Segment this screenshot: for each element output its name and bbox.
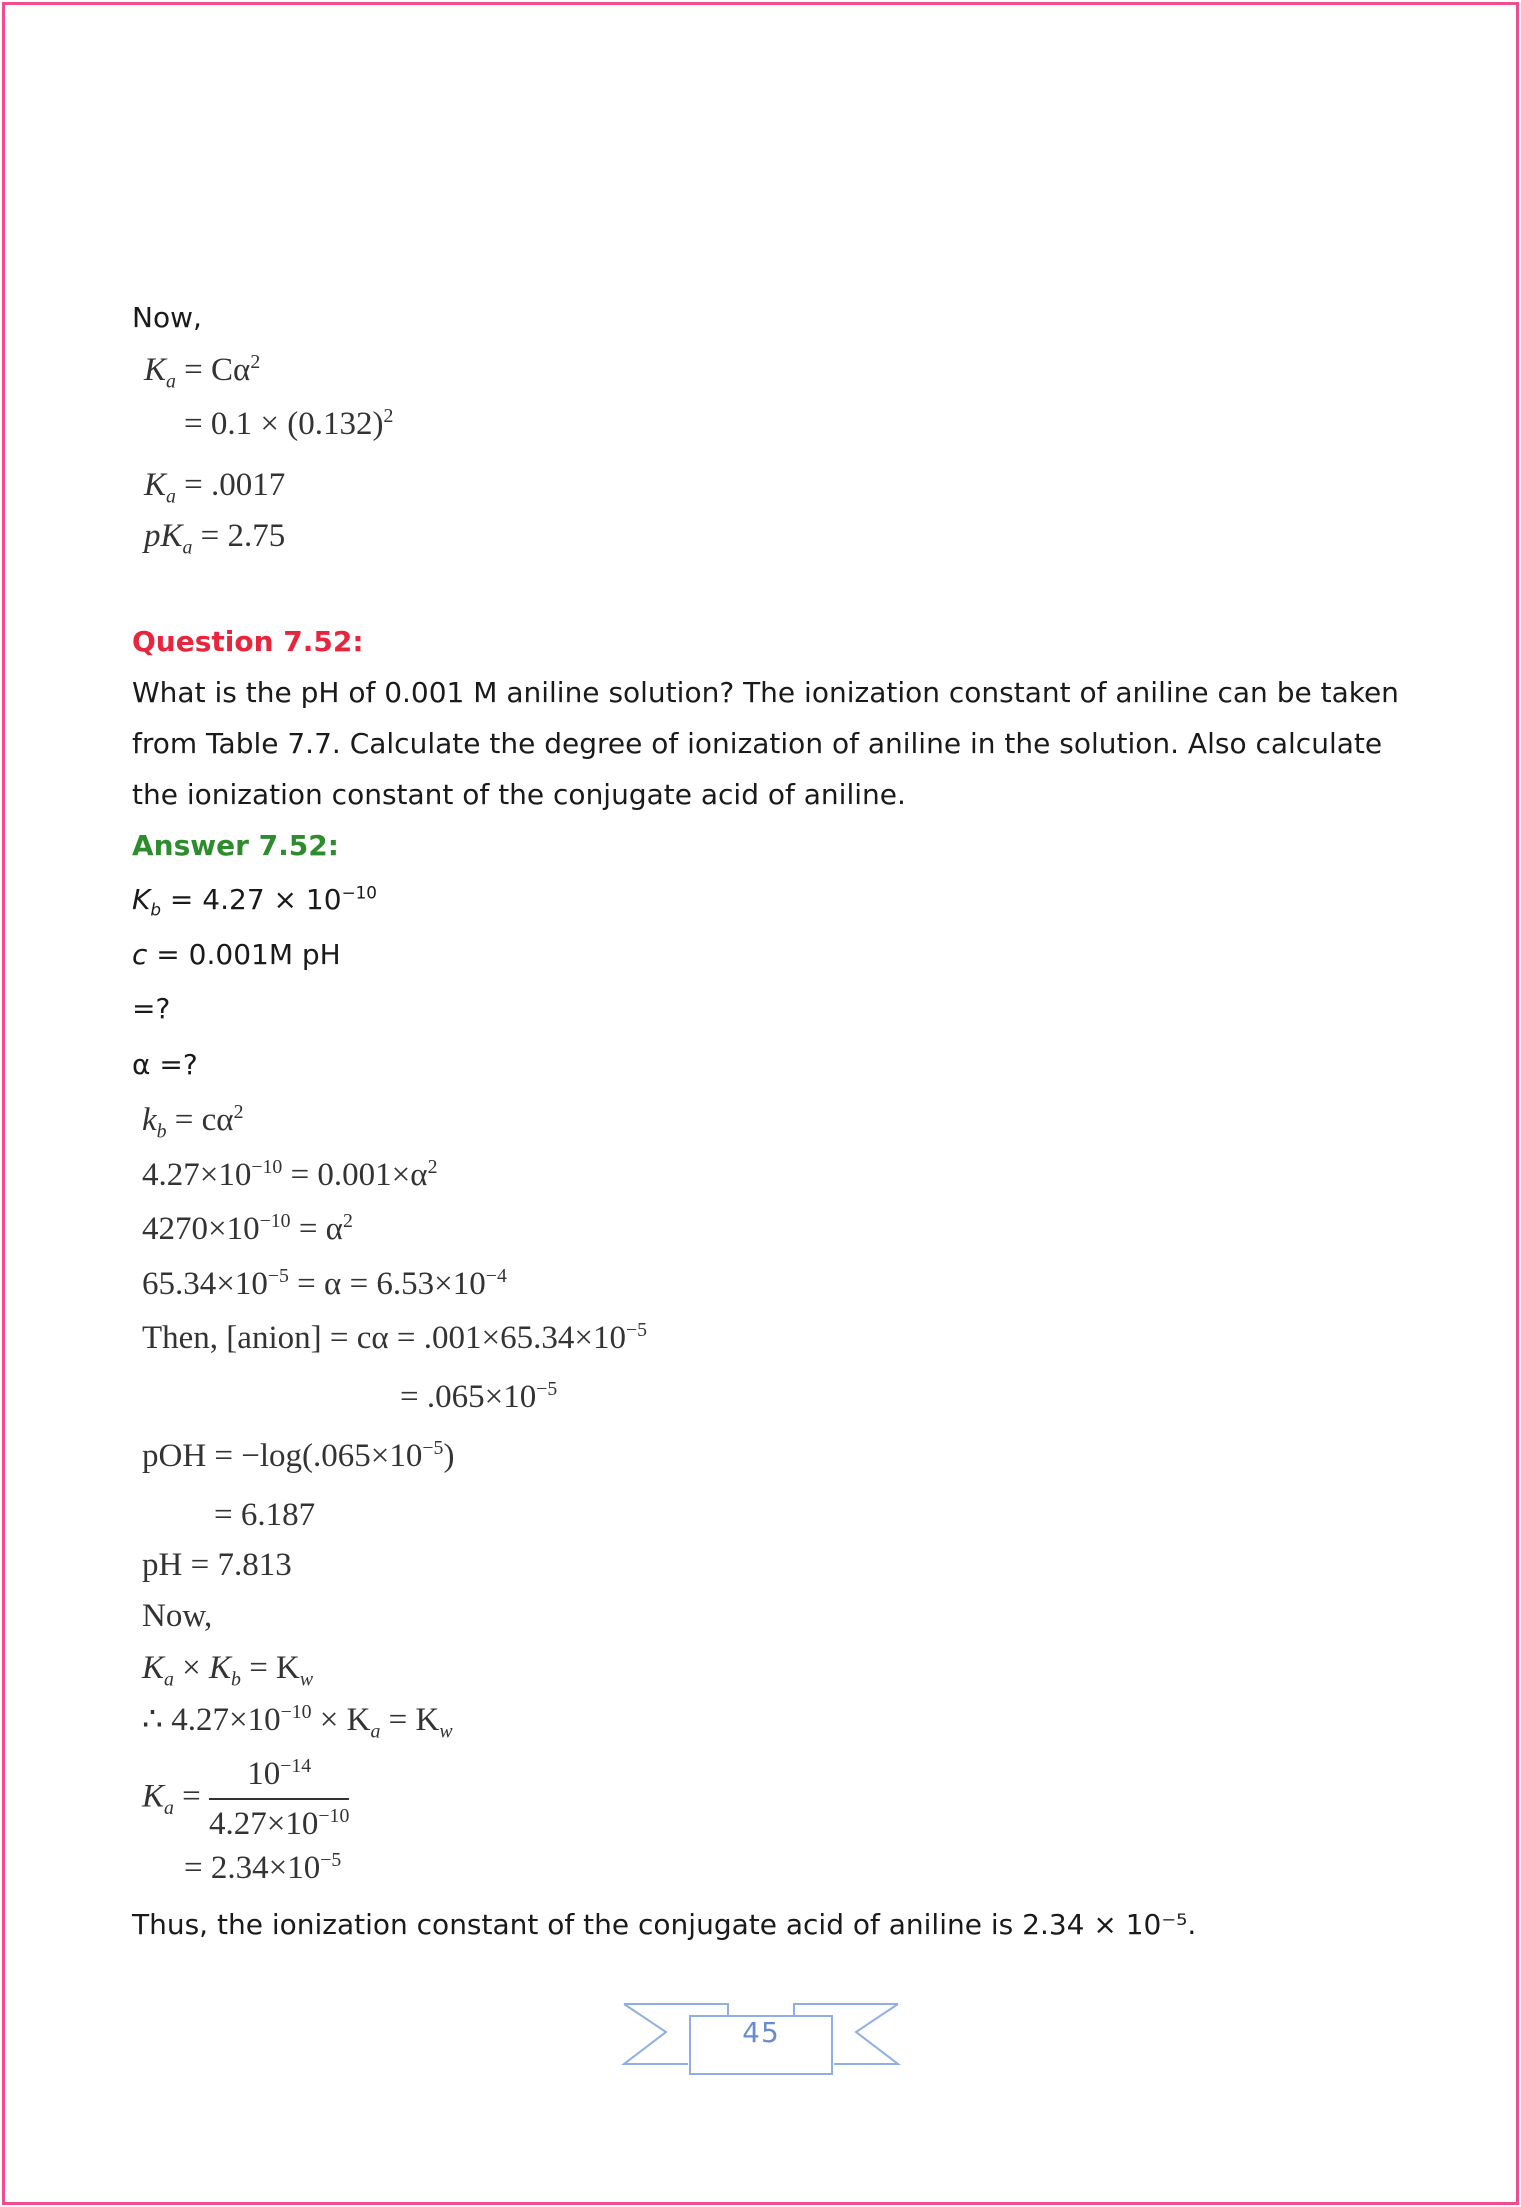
step-substitution: ∴ $4.27\times 10^{-10} \times K_a = K_w$ bbox=[142, 1701, 453, 1743]
step-poh: pOH = $-\log(.065\times 10^{-5})$ bbox=[142, 1437, 455, 1474]
equation-ka-value: $K_a = .0017$ bbox=[144, 467, 286, 508]
page-number: 45 bbox=[742, 2016, 780, 2049]
now-label: Now, bbox=[132, 301, 202, 334]
page-number-banner bbox=[618, 1992, 904, 2078]
step-ph: pH = 7.813 bbox=[142, 1547, 292, 1583]
step-anion-value: = $.065\times 10^{-5}$ bbox=[400, 1378, 558, 1415]
step-poh-value: = 6.187 bbox=[214, 1497, 316, 1533]
equation-ka-sub: = $0.1 \times (0.132)^2$ bbox=[184, 405, 394, 442]
conclusion-text: Thus, the ionization constant of the conjugate acid of aniline is 2.34 × 10⁻⁵. bbox=[132, 1908, 1197, 1941]
step-kw-relation: $K_a \times K_b = K_w$ bbox=[142, 1650, 314, 1691]
question-heading: Question 7.52: bbox=[132, 625, 364, 658]
question-text-line: from Table 7.7. Calculate the degree of ionization of aniline in the solution. Also calculate bbox=[132, 727, 1383, 760]
kb-given: $K_b = 4.27 \times 10^{-10}$ bbox=[132, 882, 377, 920]
answer-heading: Answer 7.52: bbox=[132, 829, 339, 862]
unknown-alpha: α =? bbox=[132, 1048, 198, 1081]
step-2: $4.27\times 10^{-10} = 0.001\times\alpha^2$ bbox=[142, 1156, 438, 1193]
unknown-ph: =? bbox=[132, 992, 171, 1025]
step-4: $65.34\times 10^{-5} = \alpha = 6.53\times 10^{-4}$ bbox=[142, 1265, 507, 1302]
question-text-line: the ionization constant of the conjugate acid of aniline. bbox=[132, 778, 906, 811]
question-text-line: What is the pH of 0.001 M aniline solution? The ionization constant of aniline can be taken bbox=[132, 676, 1399, 709]
concentration-given: c = 0.001M pH bbox=[132, 938, 341, 971]
step-result: = $2.34\times 10^{-5}$ bbox=[184, 1849, 342, 1886]
equation-pka: $pK_a = 2.75$ bbox=[144, 518, 286, 559]
step-now: Now, bbox=[142, 1598, 213, 1634]
equation-ka: $K_a = C\alpha^2$ bbox=[144, 351, 261, 393]
step-fraction: $K_a$ = $\frac{10^{-14}}{4.27\times 10^{-10}}$ bbox=[142, 1752, 349, 1846]
step-3: $4270\times 10^{-10} = \alpha^2$ bbox=[142, 1210, 353, 1247]
step-anion: Then, [anion] = $c\alpha = .001\times 65.34\times 10^{-5}$ bbox=[142, 1319, 648, 1356]
fraction: $\frac{10^{-14}}{4.27\times 10^{-10}}$ bbox=[209, 1752, 349, 1846]
step-kb: $k_b = c\alpha^2$ bbox=[142, 1101, 244, 1143]
